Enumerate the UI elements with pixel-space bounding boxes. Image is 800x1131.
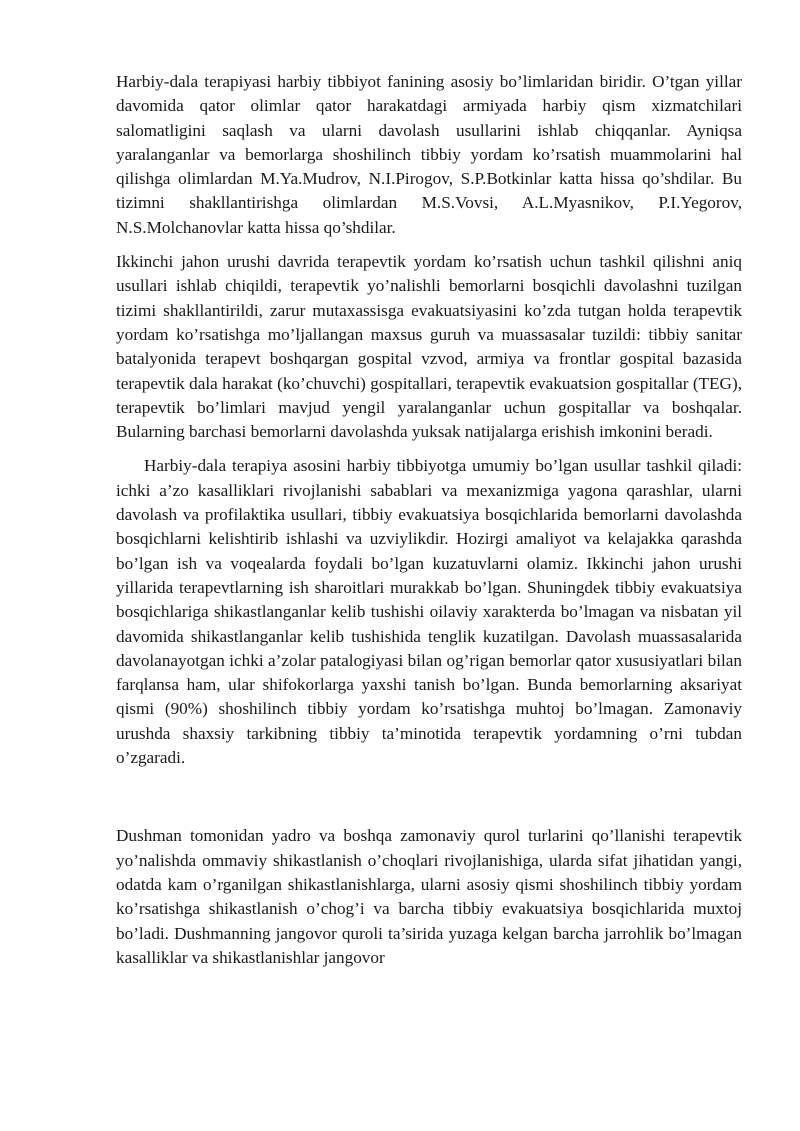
paragraph-1: Harbiy-dala terapiyasi harbiy tibbiyot fanining asosiy bo’limlaridan biridir. O’tgan yillar davomida qator olimlar qator harakatdagi armiyada harbiy qism xizmatchilari salomatligini saqlash va ularni davolash usullarini ishlab chiqqanlar. Ayniqsa yaralanganlar va bemorlarga shoshilinch tibbiy yordam ko’rsatish muammolarini hal qilishga olimlardan M.Ya.Mudrov, N.I.Pirogov, S.P.Botkinlar katta hissa qo’shdilar. Bu tizimni shakllantirishga olimlardan M.S.Vovsi, A.L.Myasnikov, P.I.Yegorov, N.S.Molchanovlar katta hissa qo’shdilar. [116, 72, 742, 237]
paragraph-3: Harbiy-dala terapiya asosini harbiy tibbiyotga umumiy bo’lgan usullar tashkil qiladi: ichki a’zo kasalliklari rivojlanishi sabablari va mexanizmiga yagona qarashlar, ularni davolash va profilaktika usullari, tibbiy evakuatsiya bosqichlarida bemorlarni davolashda bosqichlarni kelishtirib ishlashi va uzviylikdir. Hozirgi amaliyot va kelajakka qarashda bo’lgan ish va voqealarda foydali bo’lgan kuzatuvlarni olamiz. Ikkinchi jahon urushi yillarida terapevtlarning ish sharoitlari murakkab bo’lgan. Shuningdek tibbiy evakuatsiya bosqichlariga shikastlanganlar kelib tushishi oilaviy xarakterda bo’lmagan va nisbatan yil davomida shikastlanganlar kelib tushishida tenglik kuzatilgan. Davolash muassasalarida davolanayotgan ichki a’zolar patalogiyasi bilan og’rigan bemorlar qator xususiyatlari bilan farqlansa ham, ular shifokorlarga yaxshi tanish bo’lgan. Bunda bemorlarning aksariyat qismi (90%) shoshilinch tibbiy yordam ko’rsatishga muhtoj bo’lmagan. Zamonaviy urushda shaxsiy tarkibning tibbiy ta’minotida terapevtik yordamning o’rni tubdan o’zgaradi. [116, 456, 742, 768]
document-body [116, 70, 742, 970]
paragraph-4: Dushman tomonidan yadro va boshqa zamonaviy qurol turlarini qo’llanishi terapevtik yo’nalishda ommaviy shikastlanish o’choqlari rivojlanishiga, ularda sifat jihatidan yangi, odatda kam o’rganilgan shikastlanishlarga, ularni asosiy qismi shoshilinch tibbiy yordam ko’rsatishga shikastlanish o’chog’i va barcha tibbiy evakuatsiya bosqichlarida muxtoj bo’ladi. Dushmanning jangovor quroli ta’sirida yuzaga kelgan barcha jarrohlik bo’lmagan kasalliklar va shikastlanishlar jangovor [116, 826, 742, 967]
paragraph-2: Ikkinchi jahon urushi davrida terapevtik yordam ko’rsatish uchun tashkil qilishni aniq usullari ishlab chiqildi, terapevtik yo’nalishli bemorlarni bosqichli davolashni tuzilgan tizimi shakllantirildi, zarur mutaxassisga evakuatsiyasini ko’zda tutgan holda terapevtik yordam ko’rsatishga mo’ljallangan maxsus guruh va muassasalar tuzildi: tibbiy sanitar batalyonida terapevt boshqargan gospital vzvod, armiya va frontlar gospital bazasida terapevtik dala harakat (ko’chuvchi) gospitallari, terapevtik evakuatsion gospitallar (TEG), terapevtik bo’limlari mavjud yengil yaralanganlar uchun gospitallar va boshqalar. Bularning barchasi bemorlarni davolashda yuksak natijalarga erishish imkonini beradi. [116, 252, 742, 442]
